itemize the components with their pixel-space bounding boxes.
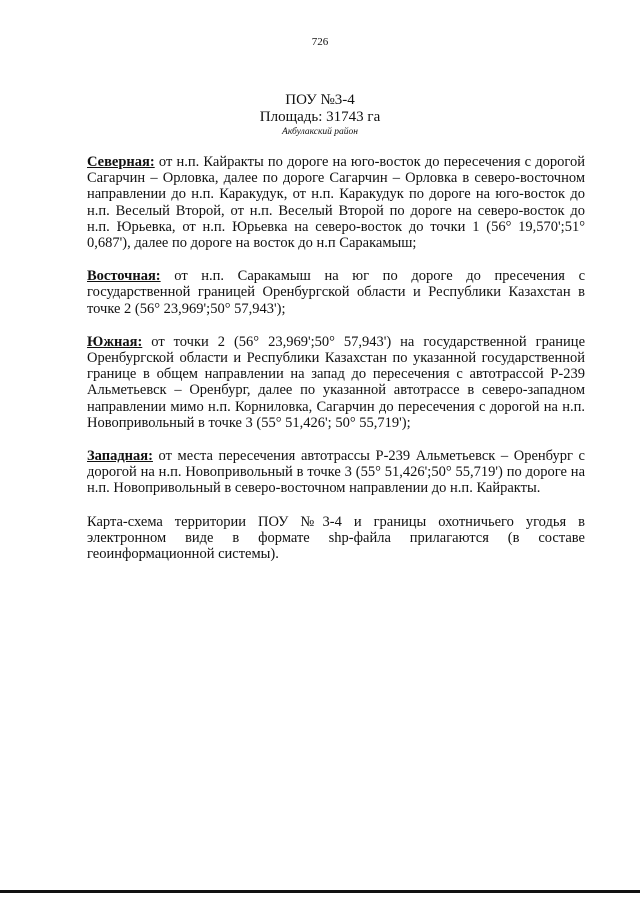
district-label: Акбулакский район <box>282 127 358 137</box>
section-heading: Западная: <box>87 448 153 465</box>
section-south <box>87 334 585 431</box>
section-text: от точки 2 (56° 23,969';50° 57,943') на государственной границе Оренбургской области и Республики Казахстан по указанной государственной границе в общем направлении на запад до пересечения с автотрассой Р-239 Альметьевск – Оренбург, далее по указанной автотрассе в северо-западном направлении мимо н.п. Корниловка, Сагарчин до пересечения с дорогой на н.п. Новопривольный в точке 3 (55° 51,426'; 50° 55,719'); <box>87 333 586 431</box>
area-label: Площадь: 31743 га <box>259 109 381 125</box>
document-body <box>87 154 585 562</box>
section-heading: Северная: <box>87 154 155 170</box>
section-west <box>87 448 585 497</box>
document-header <box>0 92 640 138</box>
section-text: от места пересечения автотрассы Р-239 Альметьевск – Оренбург с дорогой на н.п. Новопривольный в точке 3 (55° 51,426';50° 55,719') по дороге на н.п. Новопривольный в северо-восточном направлении до н.п. Кайракты. <box>87 448 585 497</box>
closing-paragraph: Карта-схема территории ПОУ №3-4 и границы охотничьего угодья в электронном виде в формате shp-файла прилагаются (в составе геоинформационной системы). <box>87 513 585 563</box>
section-east <box>87 268 585 317</box>
section-text: от н.п. Кайракты по дороге на юго-восток до пересечения с дорогой Сагарчин – Орловка, далее по дороге Сагарчин – Орловка в северо-восточном направлении до н.п. Каракудук, от н.п. Каракудук по дороге на юго-восток до н.п. Веселый Второй, от н.п. Веселый Второй по дороге на северо-восток до н.п. Юрьевка, от н.п. Юрьевка на северо-восток до точки 1 (56° 19,570';51° 0,687'), далее по дороге на восток до н.п Саракамыш; <box>87 154 586 252</box>
page-number: 726 <box>311 36 329 48</box>
section-heading: Южная: <box>87 333 143 350</box>
section-north <box>87 154 585 251</box>
page-bottom-border <box>0 890 640 893</box>
document-title: ПОУ №3-4 <box>285 92 355 108</box>
section-text: от н.п. Саракамыш на юг по дороге до пресечения с государственной границей Оренбургской области и Республики Казахстан в точке 2 (56° 23,969';50° 57,943'); <box>87 268 586 317</box>
section-heading: Восточная: <box>87 268 161 285</box>
